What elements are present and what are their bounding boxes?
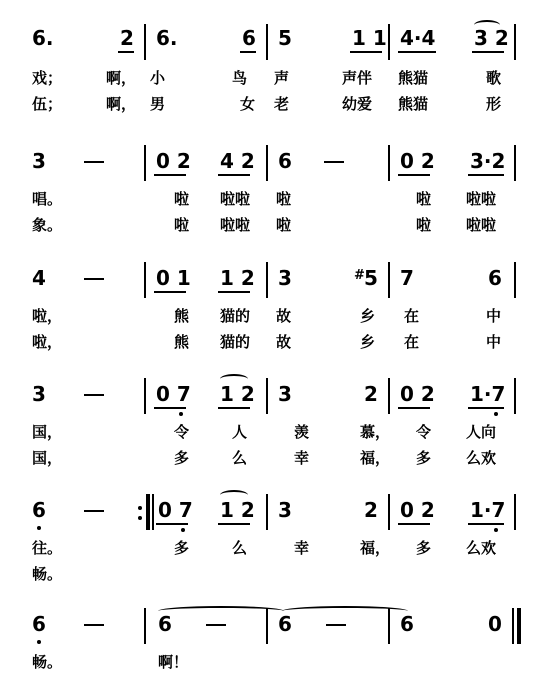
lyric-syllable: 声伴 <box>342 69 373 87</box>
lyric-syllable: 畅。 <box>32 653 63 671</box>
lyric-syllable: 啦， <box>32 333 63 351</box>
notes-row <box>0 262 560 302</box>
lyric-syllable: 啦 <box>174 216 190 234</box>
note: 3 <box>32 149 46 173</box>
note: 2 <box>120 26 134 50</box>
lyric-syllable: 中 <box>486 333 502 351</box>
note: 0 1 <box>156 266 191 290</box>
barline <box>514 494 516 530</box>
barline <box>144 24 146 60</box>
barline <box>514 378 516 414</box>
lyric-syllable: 老 <box>274 95 290 113</box>
note: 6 <box>32 612 46 636</box>
underline <box>398 174 430 176</box>
note: 1 2 <box>220 382 255 406</box>
underline <box>218 174 250 176</box>
lyric-syllable: 熊 <box>174 307 190 325</box>
slur <box>474 20 500 30</box>
notes-row <box>0 145 560 185</box>
underline <box>154 174 186 176</box>
note: 3 <box>32 382 46 406</box>
lyric-syllable: 猫的 <box>220 333 251 351</box>
lyric-syllable: 唱。 <box>32 190 63 208</box>
lyric-syllable: 令 <box>416 423 432 441</box>
notes-row <box>0 608 560 648</box>
barline <box>266 262 268 298</box>
final-barline-thin <box>512 608 514 644</box>
note: 0 7 <box>156 382 191 406</box>
repeat-barline <box>146 494 150 530</box>
dash <box>84 278 104 280</box>
lyric-syllable: 啦 <box>174 190 190 208</box>
lyric-syllable: 多 <box>174 449 190 467</box>
barline <box>388 24 390 60</box>
lyric-syllable: 熊猫 <box>398 69 429 87</box>
barline <box>152 494 154 530</box>
lyric-syllable: 么欢 <box>466 539 497 557</box>
low-octave-dot <box>37 640 41 644</box>
dash <box>84 161 104 163</box>
lyric-line-2 <box>0 332 560 354</box>
note: 0 <box>488 612 502 636</box>
underline <box>350 51 382 53</box>
lyric-syllable: 乡 <box>360 307 376 325</box>
lyric-syllable: 人向 <box>466 423 497 441</box>
lyric-syllable: 啦 <box>276 190 292 208</box>
slur <box>220 374 248 384</box>
lyric-syllable: 啦啦 <box>466 216 497 234</box>
underline <box>118 51 134 53</box>
lyric-syllable: 啦啦 <box>220 190 251 208</box>
low-octave-dot <box>179 412 183 416</box>
underline <box>468 523 504 525</box>
note: 3 <box>278 498 292 522</box>
low-octave-dot <box>37 526 41 530</box>
barline <box>144 262 146 298</box>
lyric-syllable: 福， <box>360 539 391 557</box>
lyric-syllable: 幸 <box>294 449 310 467</box>
note: 0 2 <box>156 149 191 173</box>
note: 5 <box>278 26 292 50</box>
note: 1 1 <box>352 26 387 50</box>
lyric-syllable: 羡 <box>294 423 310 441</box>
underline <box>218 523 250 525</box>
slur <box>220 490 248 500</box>
dash <box>324 161 344 163</box>
notes-row <box>0 494 560 534</box>
barline <box>266 24 268 60</box>
lyric-syllable: 国， <box>32 449 63 467</box>
low-octave-dot <box>181 528 185 532</box>
lyric-syllable: 多 <box>174 539 190 557</box>
underline <box>398 407 430 409</box>
note: 6. <box>156 26 178 50</box>
lyric-syllable: 声 <box>274 69 290 87</box>
barline <box>388 145 390 181</box>
note: 5 <box>364 266 378 290</box>
lyric-syllable: 男 <box>150 95 166 113</box>
lyric-syllable: 伍； <box>32 95 63 113</box>
lyric-syllable: 在 <box>404 333 420 351</box>
lyric-syllable: 啦 <box>276 216 292 234</box>
score-system-4 <box>0 378 560 488</box>
dash <box>206 624 226 626</box>
underline <box>468 174 504 176</box>
dash <box>326 624 346 626</box>
lyric-syllable: 在 <box>404 307 420 325</box>
note: 3·2 <box>470 149 506 173</box>
lyric-syllable: 戏； <box>32 69 63 87</box>
lyric-syllable: 鸟 <box>232 69 248 87</box>
dash <box>84 624 104 626</box>
lyric-syllable: 多 <box>416 539 432 557</box>
notes-row <box>0 24 560 64</box>
underline <box>240 51 256 53</box>
lyric-syllable: 猫的 <box>220 307 251 325</box>
low-octave-dot <box>494 528 498 532</box>
barline <box>266 608 268 644</box>
lyric-line-2 <box>0 564 560 586</box>
barline <box>266 378 268 414</box>
lyric-syllable: 啦 <box>416 190 432 208</box>
barline <box>514 262 516 298</box>
lyric-syllable: 故 <box>276 307 292 325</box>
lyric-line-1 <box>0 538 560 560</box>
note: 4·4 <box>400 26 436 50</box>
note: 4 2 <box>220 149 255 173</box>
barline <box>514 24 516 60</box>
underline <box>218 407 250 409</box>
lyric-syllable: 么 <box>232 539 248 557</box>
lyric-syllable: 歌 <box>486 69 502 87</box>
note: 0 2 <box>400 498 435 522</box>
note: 6 <box>242 26 256 50</box>
lyric-syllable: 畅。 <box>32 565 63 583</box>
lyric-line-2 <box>0 215 560 237</box>
note: 1 2 <box>220 266 255 290</box>
dash <box>84 394 104 396</box>
lyric-line-2 <box>0 94 560 116</box>
note: 7 <box>400 266 414 290</box>
barline <box>144 145 146 181</box>
underline <box>472 51 504 53</box>
lyric-line-1 <box>0 422 560 444</box>
lyric-syllable: 形 <box>486 95 502 113</box>
lyric-syllable: 令 <box>174 423 190 441</box>
note: 6 <box>400 612 414 636</box>
score-system-3 <box>0 262 560 372</box>
note: 6 <box>278 612 292 636</box>
lyric-syllable: 么 <box>232 449 248 467</box>
lyric-syllable: 象。 <box>32 216 63 234</box>
note: 4 <box>32 266 46 290</box>
lyric-syllable: 熊 <box>174 333 190 351</box>
note: 6 <box>488 266 502 290</box>
underline <box>398 51 436 53</box>
lyric-line-1 <box>0 306 560 328</box>
lyric-syllable: 啦啦 <box>466 190 497 208</box>
lyric-syllable: 慕， <box>360 423 391 441</box>
lyric-syllable: 么欢 <box>466 449 497 467</box>
lyric-syllable: 啦， <box>32 307 63 325</box>
lyric-syllable: 往。 <box>32 539 63 557</box>
note: 6 <box>32 498 46 522</box>
underline <box>156 523 188 525</box>
underline <box>398 523 430 525</box>
barline <box>388 494 390 530</box>
lyric-syllable: 啦 <box>416 216 432 234</box>
barline <box>388 608 390 644</box>
lyric-syllable: 啊， <box>106 69 137 87</box>
note: 2 <box>364 498 378 522</box>
lyric-line-1 <box>0 68 560 90</box>
underline <box>154 291 186 293</box>
notes-row <box>0 378 560 418</box>
note: 2 <box>364 382 378 406</box>
barline <box>388 378 390 414</box>
barline <box>144 608 146 644</box>
lyric-syllable: 国， <box>32 423 63 441</box>
lyric-syllable: 啊， <box>106 95 137 113</box>
lyric-syllable: 啦啦 <box>220 216 251 234</box>
underline <box>218 291 250 293</box>
score-system-1 <box>0 24 560 134</box>
lyric-syllable: 多 <box>416 449 432 467</box>
low-octave-dot <box>494 412 498 416</box>
underline <box>468 407 504 409</box>
score-system-6 <box>0 608 560 688</box>
lyric-syllable: 啊！ <box>158 653 189 671</box>
barline <box>388 262 390 298</box>
barline <box>266 494 268 530</box>
note: 3 <box>278 382 292 406</box>
lyric-syllable: 乡 <box>360 333 376 351</box>
lyric-syllable: 小 <box>150 69 166 87</box>
note: 0 7 <box>158 498 193 522</box>
lyric-line-1 <box>0 652 560 674</box>
lyric-syllable: 女 <box>240 95 256 113</box>
lyric-syllable: 福， <box>360 449 391 467</box>
note: 0 2 <box>400 382 435 406</box>
note: 6. <box>32 26 54 50</box>
score-system-5 <box>0 494 560 594</box>
repeat-dots <box>138 506 142 526</box>
barline <box>514 145 516 181</box>
lyric-line-2 <box>0 448 560 470</box>
note: 3 <box>278 266 292 290</box>
note: 1·7 <box>470 382 506 406</box>
note: 1 2 <box>220 498 255 522</box>
barline <box>144 378 146 414</box>
lyric-syllable: 人 <box>232 423 248 441</box>
lyric-syllable: 熊猫 <box>398 95 429 113</box>
final-barline-thick <box>517 608 521 644</box>
lyric-syllable: 幸 <box>294 539 310 557</box>
lyric-syllable: 故 <box>276 333 292 351</box>
note: 6 <box>158 612 172 636</box>
note: 3 2 <box>474 26 509 50</box>
lyric-line-1 <box>0 189 560 211</box>
sharp-sign: # <box>354 268 365 283</box>
note: 0 2 <box>400 149 435 173</box>
lyric-syllable: 幼爱 <box>342 95 373 113</box>
note: 6 <box>278 149 292 173</box>
dash <box>84 510 104 512</box>
barline <box>266 145 268 181</box>
note: 1·7 <box>470 498 506 522</box>
score-system-2 <box>0 145 560 255</box>
underline <box>154 407 186 409</box>
lyric-syllable: 中 <box>486 307 502 325</box>
